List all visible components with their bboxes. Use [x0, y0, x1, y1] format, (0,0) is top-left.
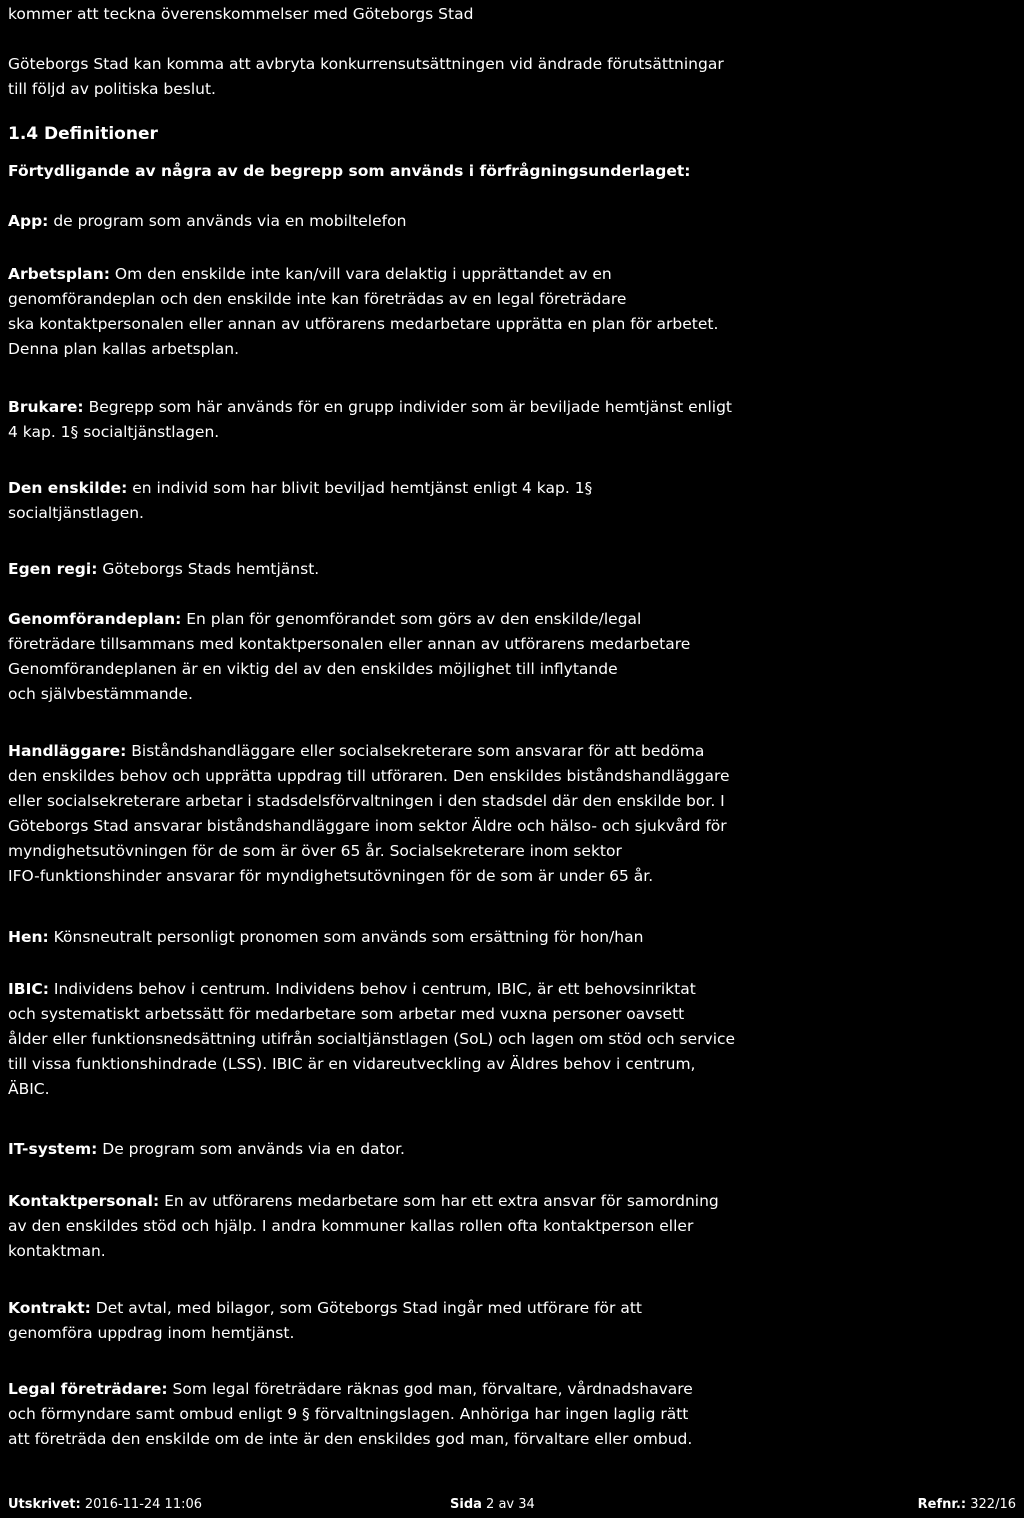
- section-subheading-text: Förtydligande av några av de begrepp som används i förfrågningsunderlaget:: [8, 162, 691, 180]
- definition-text: av den enskildes stöd och hjälp. I andra kommuner kallas rollen ofta kontaktperson eller: [8, 1217, 694, 1235]
- top-line-text: kommer att teckna överenskommelser med Göteborgs Stad: [8, 5, 474, 23]
- definition-brukare: [8, 395, 1008, 445]
- definition-text: Denna plan kallas arbetsplan.: [8, 340, 240, 358]
- definition-text: den enskildes behov och upprätta uppdrag till utföraren. Den enskildes biståndshandläggare: [8, 767, 730, 785]
- definition-ibic: [8, 977, 1008, 1102]
- definition-legal-foretradare: [8, 1377, 1008, 1452]
- definition-app: [8, 209, 1008, 234]
- definition-text: och systematiskt arbetssätt för medarbetare som arbetar med vuxna personer oavsett: [8, 1005, 685, 1023]
- definition-text: och förmyndare samt ombud enligt 9 § förvaltningslagen. Anhöriga har ingen laglig rätt: [8, 1405, 689, 1423]
- definition-text: Göteborgs Stad ansvarar biståndshandläggare inom sektor Äldre och hälso- och sjukvård för: [8, 817, 727, 835]
- footer-page: [450, 1496, 535, 1514]
- definition-term: IT-system:: [8, 1140, 98, 1158]
- definition-term: Brukare:: [8, 398, 84, 416]
- definition-text: och självbestämmande.: [8, 685, 193, 703]
- footer-printed: [8, 1496, 202, 1514]
- definition-term: Handläggare:: [8, 742, 127, 760]
- definition-text: socialtjänstlagen.: [8, 504, 144, 522]
- definition-term: Hen:: [8, 928, 49, 946]
- definition-text: genomföra uppdrag inom hemtjänst.: [8, 1324, 295, 1342]
- definition-text: Göteborgs Stads hemtjänst.: [102, 560, 320, 578]
- definition-text: De program som används via en dator.: [102, 1140, 405, 1158]
- definition-text: Genomförandeplanen är en viktig del av den enskildes möjlighet till inflytande: [8, 660, 618, 678]
- top-line: [8, 2, 1008, 27]
- footer-ref-label: Refnr.:: [917, 1497, 967, 1512]
- definition-den-enskilde: [8, 476, 1008, 526]
- footer-printed-label: Utskrivet:: [8, 1497, 81, 1512]
- footer-page-label: Sida: [450, 1497, 482, 1512]
- intro-line: Göteborgs Stad kan komma att avbryta konkurrensutsättningen vid ändrade förutsättningar: [8, 55, 724, 73]
- definition-text: genomförandeplan och den enskilde inte kan företrädas av en legal företrädare: [8, 290, 627, 308]
- definition-egen-regi: [8, 557, 1008, 582]
- definition-term: App:: [8, 212, 49, 230]
- definition-it-system: [8, 1137, 1008, 1162]
- definition-text: att företräda den enskilde om de inte är den enskildes god man, förvaltare eller ombud.: [8, 1430, 693, 1448]
- definition-kontaktpersonal: [8, 1189, 1008, 1264]
- definition-genomforandeplan: [8, 607, 1008, 707]
- definition-text: ålder eller funktionsnedsättning utifrån socialtjänstlagen (SoL) och lagen om stöd och service: [8, 1030, 736, 1048]
- definition-text: Det avtal, med bilagor, som Göteborgs Stad ingår med utförare för att: [95, 1299, 642, 1317]
- definition-hen: [8, 925, 1008, 950]
- definition-text: Biståndshandläggare eller socialsekreterare som ansvarar för att bedöma: [131, 742, 705, 760]
- definition-text: eller socialsekreterare arbetar i stadsdelsförvaltningen i den stadsdel där den enskilde bor. I: [8, 792, 725, 810]
- definition-term: Genomförandeplan:: [8, 610, 182, 628]
- definition-text: Individens behov i centrum. Individens behov i centrum, IBIC, är ett behovsinriktat: [53, 980, 696, 998]
- definition-text: ska kontaktpersonalen eller annan av utförarens medarbetare upprätta en plan för arbetet.: [8, 315, 719, 333]
- footer-page-value: 2 av 34: [486, 1497, 535, 1512]
- definition-text: kontaktman.: [8, 1242, 106, 1260]
- definition-text: de program som används via en mobiltelefon: [53, 212, 407, 230]
- definition-text: en individ som har blivit beviljad hemtjänst enligt 4 kap. 1§: [132, 479, 593, 497]
- definition-arbetsplan: [8, 262, 1008, 362]
- definition-text: En plan för genomförandet som görs av den enskilde/legal: [186, 610, 642, 628]
- definition-text: myndighetsutövningen för de som är över 65 år. Socialsekreterare inom sektor: [8, 842, 622, 860]
- definition-text: 4 kap. 1§ socialtjänstlagen.: [8, 423, 220, 441]
- definition-handlaggare: [8, 739, 1008, 889]
- definition-term: Kontrakt:: [8, 1299, 91, 1317]
- definition-kontrakt: [8, 1296, 1008, 1346]
- definition-text: Om den enskilde inte kan/vill vara delaktig i upprättandet av en: [114, 265, 612, 283]
- definition-text: Som legal företrädare räknas god man, förvaltare, vårdnadshavare: [167, 1380, 693, 1398]
- definition-term: Arbetsplan:: [8, 265, 110, 283]
- definition-term: Egen regi:: [8, 560, 98, 578]
- definition-term: Den enskilde:: [8, 479, 128, 497]
- intro-paragraph: [8, 52, 1008, 102]
- section-heading: 1.4 Definitioner: [8, 124, 158, 144]
- definition-text: En av utförarens medarbetare som har ett extra ansvar för samordning: [164, 1192, 719, 1210]
- intro-line: till följd av politiska beslut.: [8, 80, 216, 98]
- definition-text: ÄBIC.: [8, 1080, 50, 1098]
- footer-ref-value: 322/16: [970, 1497, 1016, 1512]
- footer-printed-value: 2016-11-24 11:06: [84, 1497, 203, 1512]
- definition-text: Könsneutralt personligt pronomen som används som ersättning för hon/han: [53, 928, 644, 946]
- footer-ref: [918, 1496, 1016, 1514]
- section-subheading: [8, 159, 1008, 184]
- definition-text: IFO-funktionshinder ansvarar för myndighetsutövningen för de som är under 65 år.: [8, 867, 654, 885]
- definition-term: Legal företrädare:: [8, 1380, 168, 1398]
- definition-text: till vissa funktionshindrade (LSS). IBIC är en vidareutveckling av Äldres behov i centrum,: [8, 1055, 696, 1073]
- definition-text: företrädare tillsammans med kontaktpersonalen eller annan av utförarens medarbetare: [8, 635, 691, 653]
- definition-text: Begrepp som här används för en grupp individer som är beviljade hemtjänst enligt: [88, 398, 732, 416]
- definition-term: IBIC:: [8, 980, 49, 998]
- definition-term: Kontaktpersonal:: [8, 1192, 160, 1210]
